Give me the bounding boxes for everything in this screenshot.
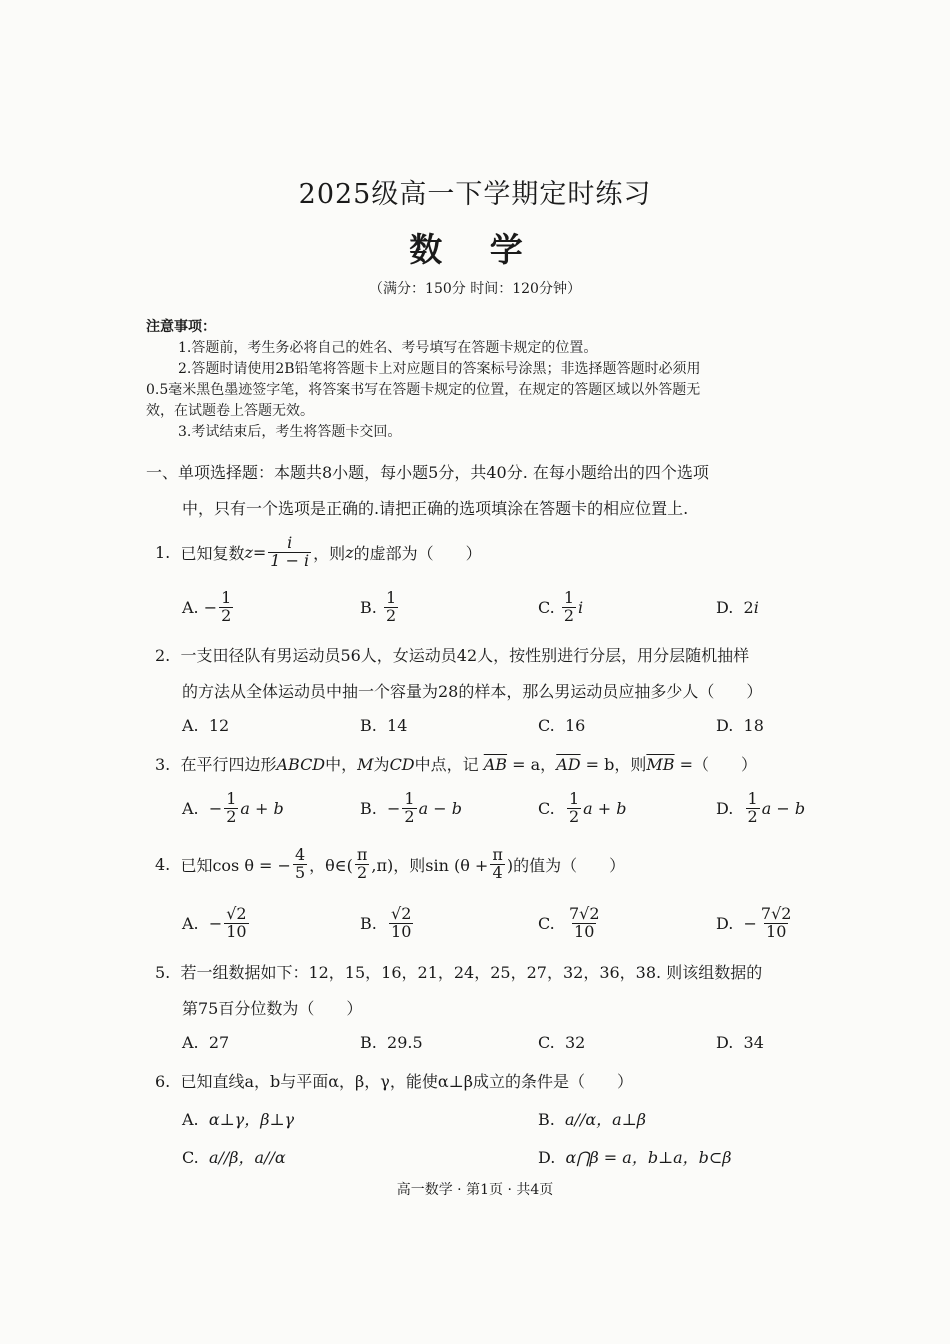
q1-eq: = [252,542,267,562]
q6-option-a [182,1107,294,1130]
q5-c-val: 32 [564,1033,586,1052]
q1-text-pre: 已知复数 [180,543,245,563]
q3-c-label: C. [538,798,555,818]
q4-option-b [360,902,415,944]
q1-var-z2: z [345,542,354,562]
q4-c-label: C. [538,913,555,933]
q4-f3-num: π [492,844,503,864]
q3-b-frac [402,788,416,826]
q2-a-val: 12 [208,716,230,735]
q4-d-den: 10 [766,921,787,941]
q1-fraction-den: 1 − i [270,550,310,570]
q3-d-num: 1 [747,788,758,808]
notice-item-3: 3.考试结束后，考生将答题卡交回。 [178,424,402,440]
q2-option-d [716,716,764,735]
q1-option-a-sign: − [203,597,218,617]
q1-b-num: 1 [385,587,397,607]
q1-text-post: ，则 [313,543,346,563]
q3-option-b [360,788,462,828]
q6-c-val: a//β，a//α [208,1148,286,1167]
q3-b-post: a − b [418,798,462,818]
q6-option-b [538,1107,646,1130]
q4-b-num: √2 [391,903,412,923]
q4-d-frac [759,903,794,941]
q6-option-d [538,1145,732,1168]
q5-b-label: B. [360,1033,377,1052]
q1-text-post2: 的虚部为（ ） [353,543,482,563]
q3-vec-ab: $\overline{AB}$ [483,755,508,774]
q2-c-val: 16 [564,716,586,735]
q1-option-a [182,587,235,627]
q4-frac1 [293,844,307,882]
question-5 [155,960,762,983]
q6-a-label: A. [182,1110,199,1129]
q3-m: M [357,755,374,774]
q4-option-d [716,902,795,944]
q1-b-den: 2 [385,605,397,625]
q3-b-pre: − [387,798,401,818]
q4-f2-den: 2 [357,862,368,882]
section1-line2: 中，只有一个选项是正确的.请把正确的选项填涂在答题卡的相应位置上. [182,499,689,518]
q5-d-val: 34 [743,1033,764,1052]
q3-d-frac [746,788,760,826]
q1-option-c [538,587,583,627]
q3-a-frac [224,788,238,826]
q3-c-den: 2 [568,806,580,826]
q1-option-a-label: A. [182,597,199,617]
question-4 [155,843,625,885]
q4-f2-num: π [356,844,368,864]
q4-pre: 已知cos θ = − [180,855,291,875]
q2-option-a [182,716,229,735]
q3-b-label: B. [360,798,377,818]
q6-option-c [182,1145,286,1168]
q4-b-den: 10 [391,921,412,941]
q6-b-val: a//α，a⊥β [565,1110,646,1129]
q1-fraction-num: i [287,532,293,552]
q3-eq-b: = b [580,755,615,774]
q3-abcd: ABCD [276,755,326,774]
q4-option-a [182,902,251,944]
q4-d-label: D. [716,913,734,933]
q3-text2: 中， [325,755,358,774]
notice-item-1: 1.答题前，考生务必将自己的姓名、考号填写在答题卡规定的位置。 [178,340,598,356]
q3-b-den: 2 [404,806,415,826]
q1-option-d-label: D. [716,597,734,617]
question-1 [155,532,482,572]
q3-c-post: a + b [583,798,627,818]
q3-a-num: 1 [226,788,237,808]
q4-a-den: 10 [226,921,247,941]
q6-line1: 已知直线a，b与平面α，β，γ，能使α⊥β成立的条件是（ ） [180,1072,633,1091]
q6-c-label: C. [182,1148,199,1167]
q3-c-frac [567,788,581,826]
q1-d-i: i [753,597,759,617]
subject-title: 数 学 [409,230,541,269]
q3-text3: 为 [373,755,390,774]
q2-number: 2. [155,646,171,665]
q4-c-den: 10 [574,921,595,941]
q3-a-label: A. [182,798,199,818]
q4-a-label: A. [182,913,199,933]
q3-a-den: 2 [226,806,237,826]
q1-option-d [716,587,759,627]
question-2 [155,643,749,666]
q4-f1-num: 4 [294,844,306,864]
q2-d-val: 18 [743,716,764,735]
q5-option-b [360,1033,423,1052]
q6-d-label: D. [538,1148,556,1167]
q2-c-label: C. [538,716,555,735]
q4-a-num: √2 [226,903,247,923]
q2-a-label: A. [182,716,199,735]
q3-eq-a: = a， [507,755,557,774]
q1-option-c-label: C. [538,597,555,617]
q3-text1: 在平行四边形 [180,755,277,774]
q5-line2: 第75百分位数为（ ） [182,999,363,1018]
q4-post: )的值为（ ） [506,855,626,875]
q4-f3-den: 4 [492,862,503,882]
q3-number: 3. [155,755,171,774]
q3-a-post: a + b [240,798,284,818]
q3-text4: 中点，记 [414,755,479,774]
q4-number: 4. [155,854,171,874]
q4-mid: ，θ∈( [309,855,353,875]
q4-c-frac [567,903,602,941]
q3-option-a [182,788,284,828]
question-6 [155,1069,633,1092]
q5-number: 5. [155,963,171,982]
q2-line2: 的方法从全体运动员中抽一个容量为28的样本，那么男运动员应抽多少人（ ） [182,682,763,701]
q2-option-b [360,716,407,735]
notice-heading: 注意事项： [146,319,216,335]
q1-a-den: 2 [221,605,232,625]
q3-text5: ，则 [614,755,647,774]
q1-option-a-frac [219,587,233,625]
q5-a-val: 27 [208,1033,230,1052]
q1-c-i: i [578,597,584,617]
q3-a-pre: − [208,798,223,818]
q1-var-z: z [244,542,253,562]
q1-option-c-frac [562,587,576,625]
q1-option-b [360,587,400,627]
page-footer: 高一数学 · 第1页 · 共4页 [396,1182,554,1198]
q1-a-num: 1 [221,587,232,607]
q1-option-b-label: B. [360,597,377,617]
q3-option-c [538,788,626,828]
q3-cd: CD [389,755,415,774]
q4-f1-den: 5 [294,862,306,882]
notice-item-2b: 0.5毫米黑色墨迹签字笔，将答案书写在答题卡规定的位置，在规定的答题区域以外答题无 [146,382,701,398]
q5-d-label: D. [716,1033,734,1052]
q3-vec-mb: $\overline{MB}$ [646,755,675,774]
question-3 [155,752,757,775]
q4-d-pre: − [743,913,757,933]
q1-d-val: 2 [743,597,754,617]
q4-a-frac [224,903,248,941]
q5-a-label: A. [182,1033,199,1052]
q1-c-num: 1 [563,587,575,607]
q1-option-b-frac [384,587,398,625]
q3-d-den: 2 [747,806,758,826]
q5-option-d [716,1033,764,1052]
q5-option-c [538,1033,585,1052]
q4-option-c [538,902,604,944]
score-time: （满分：150分 时间：120分钟） [369,281,581,297]
section1-line1: 一、单项选择题：本题共8小题，每小题5分，共40分. 在每小题给出的四个选项 [146,463,709,482]
q4-frac2 [355,844,370,882]
q3-option-d [716,788,805,828]
q1-number: 1. [155,542,171,562]
q6-b-label: B. [538,1110,555,1129]
q3-vec-ad: $\overline{AD}$ [556,755,581,774]
q5-c-label: C. [538,1033,555,1052]
q4-a-pre: − [208,913,223,933]
exam-title: 2025级高一下学期定时练习 [298,179,652,210]
q4-d-num: 7√2 [760,903,792,923]
q4-b-frac [389,903,413,941]
q5-b-val: 29.5 [387,1033,423,1052]
q2-line1: 一支田径队有男运动员56人，女运动员42人，按性别进行分层，用分层随机抽样 [180,646,750,665]
q4-b-label: B. [360,913,377,933]
notice-item-2c: 效，在试题卷上答题无效。 [146,403,314,419]
q6-d-val: α⋂β = a，b⊥a，b⊂β [565,1148,732,1167]
q3-text6: =（ ） [674,755,758,774]
notice-item-2a: 2.答题时请使用2B铅笔将答题卡上对应题目的答案标号涂黑；非选择题答题时必须用 [178,361,701,377]
q3-c-num: 1 [568,788,580,808]
q2-option-c [538,716,585,735]
q6-number: 6. [155,1072,171,1091]
q3-b-num: 1 [404,788,415,808]
q2-b-label: B. [360,716,377,735]
q5-option-a [182,1033,229,1052]
q1-c-den: 2 [563,605,575,625]
q4-c-num: 7√2 [568,903,600,923]
q4-frac3 [490,844,505,882]
q5-line1: 若一组数据如下：12，15，16，21，24，25，27，32，36，38. 则该组数据的 [180,963,763,982]
q1-fraction [268,532,311,570]
q3-d-label: D. [716,798,734,818]
q2-d-label: D. [716,716,734,735]
q2-b-val: 14 [387,716,408,735]
q4-mid2: ,π)，则sin (θ + [371,855,489,875]
q3-d-post: a − b [761,798,806,818]
q6-a-val: α⊥γ，β⊥γ [208,1110,295,1129]
